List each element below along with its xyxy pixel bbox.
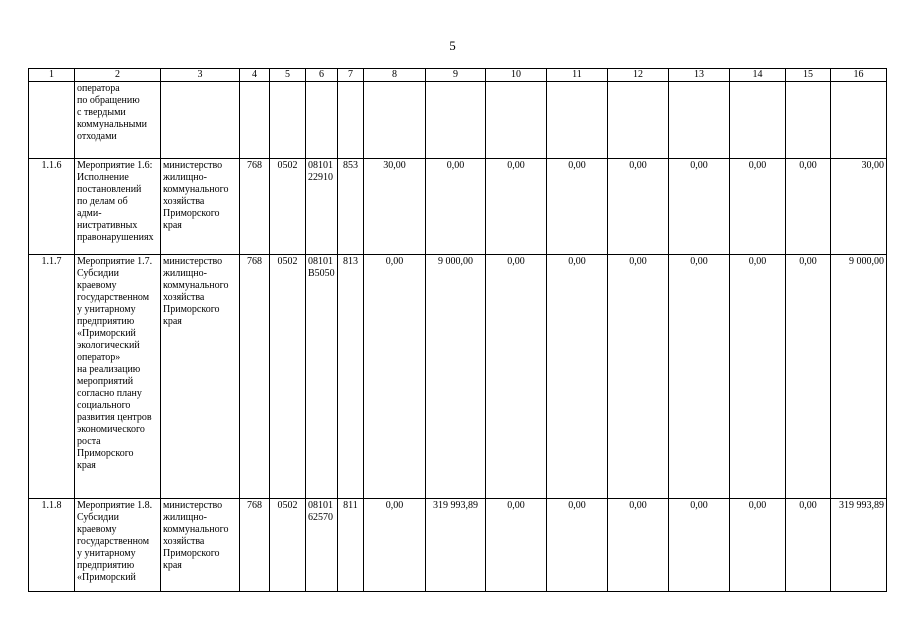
table-row bbox=[29, 255, 887, 499]
section-code: 0502 bbox=[270, 255, 306, 499]
column-header: 3 bbox=[161, 69, 240, 82]
amount-cell: 0,00 bbox=[547, 255, 608, 499]
table-row bbox=[29, 159, 887, 255]
column-header: 7 bbox=[338, 69, 364, 82]
column-header: 10 bbox=[486, 69, 547, 82]
amount-cell: 0,00 bbox=[364, 499, 426, 592]
amount-cell: 0,00 bbox=[786, 159, 831, 255]
amount-cell bbox=[669, 82, 730, 159]
amount-cell bbox=[608, 82, 669, 159]
amount-cell: 0,00 bbox=[486, 499, 547, 592]
column-header: 14 bbox=[730, 69, 786, 82]
column-header: 11 bbox=[547, 69, 608, 82]
target-article bbox=[306, 82, 338, 159]
amount-cell: 0,00 bbox=[608, 159, 669, 255]
amount-cell: 0,00 bbox=[486, 159, 547, 255]
amount-cell: 0,00 bbox=[486, 255, 547, 499]
column-header: 1 bbox=[29, 69, 75, 82]
column-header: 2 bbox=[75, 69, 161, 82]
section-code: 0502 bbox=[270, 159, 306, 255]
amount-cell: 0,00 bbox=[786, 255, 831, 499]
column-number-row bbox=[29, 69, 887, 82]
table-row bbox=[29, 499, 887, 592]
executor: министерство жилищно- коммунального хозяйства Приморского края bbox=[161, 499, 240, 592]
column-header: 16 bbox=[831, 69, 887, 82]
activity-name: Мероприятие 1.8. Субсидии краевому государственном у унитарному предприятию «Приморский bbox=[75, 499, 161, 592]
amount-cell bbox=[426, 82, 486, 159]
column-header: 5 bbox=[270, 69, 306, 82]
target-article: 08101 В5050 bbox=[306, 255, 338, 499]
section-code bbox=[270, 82, 306, 159]
column-header: 6 bbox=[306, 69, 338, 82]
amount-total bbox=[831, 82, 887, 159]
row-number: 1.1.7 bbox=[29, 255, 75, 499]
amount-cell: 0,00 bbox=[608, 499, 669, 592]
table-row bbox=[29, 82, 887, 159]
amount-cell: 319 993,89 bbox=[426, 499, 486, 592]
amount-cell: 0,00 bbox=[426, 159, 486, 255]
executor bbox=[161, 82, 240, 159]
amount-cell: 0,00 bbox=[730, 159, 786, 255]
budget-table bbox=[28, 68, 887, 592]
amount-cell: 0,00 bbox=[669, 499, 730, 592]
amount-cell bbox=[364, 82, 426, 159]
ministry-code bbox=[240, 82, 270, 159]
row-number bbox=[29, 82, 75, 159]
amount-total: 30,00 bbox=[831, 159, 887, 255]
amount-cell: 0,00 bbox=[730, 255, 786, 499]
amount-cell: 0,00 bbox=[730, 499, 786, 592]
column-header: 4 bbox=[240, 69, 270, 82]
ministry-code: 768 bbox=[240, 255, 270, 499]
executor: министерство жилищно- коммунального хозяйства Приморского края bbox=[161, 159, 240, 255]
expense-type bbox=[338, 82, 364, 159]
amount-cell: 0,00 bbox=[786, 499, 831, 592]
amount-cell bbox=[786, 82, 831, 159]
column-header: 8 bbox=[364, 69, 426, 82]
activity-name: оператора по обращению с твердыми коммунальными отходами bbox=[75, 82, 161, 159]
column-header: 12 bbox=[608, 69, 669, 82]
amount-cell bbox=[486, 82, 547, 159]
amount-cell bbox=[547, 82, 608, 159]
ministry-code: 768 bbox=[240, 499, 270, 592]
amount-cell: 0,00 bbox=[547, 159, 608, 255]
column-header: 9 bbox=[426, 69, 486, 82]
column-header: 13 bbox=[669, 69, 730, 82]
activity-name: Мероприятие 1.6: Исполнение постановлений по делам об адми- нистративных правонарушениях bbox=[75, 159, 161, 255]
column-header: 15 bbox=[786, 69, 831, 82]
target-article: 08101 22910 bbox=[306, 159, 338, 255]
amount-cell: 9 000,00 bbox=[426, 255, 486, 499]
amount-cell: 0,00 bbox=[608, 255, 669, 499]
target-article: 08101 62570 bbox=[306, 499, 338, 592]
expense-type: 811 bbox=[338, 499, 364, 592]
amount-cell: 0,00 bbox=[669, 255, 730, 499]
row-number: 1.1.6 bbox=[29, 159, 75, 255]
expense-type: 813 bbox=[338, 255, 364, 499]
amount-cell: 30,00 bbox=[364, 159, 426, 255]
amount-cell: 0,00 bbox=[547, 499, 608, 592]
page-number: 5 bbox=[449, 38, 456, 53]
amount-cell: 0,00 bbox=[364, 255, 426, 499]
activity-name: Мероприятие 1.7. Субсидии краевому государственном у унитарному предприятию «Приморский экологический оператор» на реализацию мероприятий согласно плану социального развития центров экономического роста Приморского края bbox=[75, 255, 161, 499]
executor: министерство жилищно- коммунального хозяйства Приморского края bbox=[161, 255, 240, 499]
row-number: 1.1.8 bbox=[29, 499, 75, 592]
section-code: 0502 bbox=[270, 499, 306, 592]
amount-total: 9 000,00 bbox=[831, 255, 887, 499]
amount-cell bbox=[730, 82, 786, 159]
amount-total: 319 993,89 bbox=[831, 499, 887, 592]
expense-type: 853 bbox=[338, 159, 364, 255]
ministry-code: 768 bbox=[240, 159, 270, 255]
amount-cell: 0,00 bbox=[669, 159, 730, 255]
